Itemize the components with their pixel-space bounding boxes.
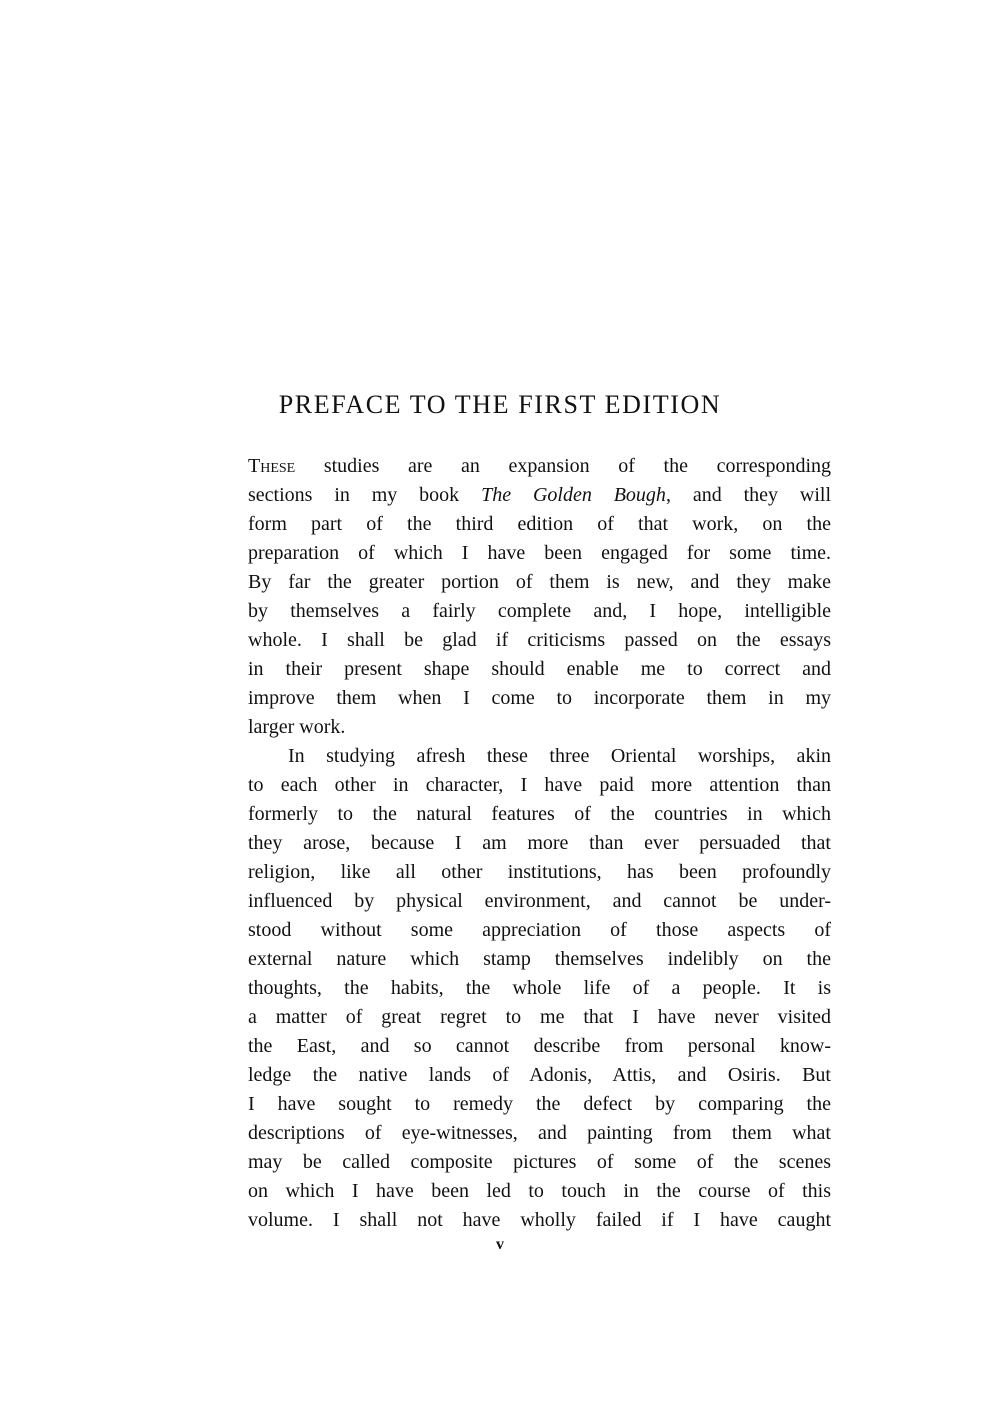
- text-line: ledge the native lands of Adonis, Attis, and Osiris. But: [248, 1064, 831, 1086]
- text-line: improve them when I come to incorporate them in my: [248, 687, 831, 709]
- text-line: form part of the third edition of that work, on the: [248, 513, 831, 535]
- text-line: whole. I shall be glad if criticisms passed on the essays: [248, 629, 831, 651]
- text-line: By far the greater portion of them is new, and they make: [248, 571, 831, 593]
- text-line: external nature which stamp themselves indelibly on the: [248, 948, 831, 970]
- text-line: stood without some appreciation of those aspects of: [248, 919, 831, 941]
- text-line: by themselves a fairly complete and, I hope, intelligible: [248, 600, 831, 622]
- text-line: [248, 452, 831, 481]
- paragraph-1: [248, 452, 831, 742]
- text-line: may be called composite pictures of some of the scenes: [248, 1151, 831, 1173]
- text-line: on which I have been led to touch in the course of this: [248, 1180, 831, 1202]
- text-line: In studying afresh these three Oriental worships, akin: [288, 745, 831, 767]
- page-heading: PREFACE TO THE FIRST EDITION: [278, 390, 722, 419]
- text-line: religion, like all other institutions, has been profoundly: [248, 861, 831, 883]
- body-text: [248, 452, 831, 1235]
- text-line: preparation of which I have been engaged for some time.: [248, 542, 831, 564]
- text-line: influenced by physical environment, and cannot be under-: [248, 890, 831, 912]
- page-number: v: [496, 1236, 504, 1253]
- book-title: The Golden Bough: [481, 484, 666, 506]
- text-line: thoughts, the habits, the whole life of a people. It is: [248, 977, 831, 999]
- text-line: larger work.: [248, 716, 346, 738]
- line-text: studies are an expansion of the corresponding: [295, 455, 831, 477]
- text-line: they arose, because I am more than ever persuaded that: [248, 832, 831, 854]
- text-line: to each other in character, I have paid more attention than: [248, 774, 831, 796]
- text-line: volume. I shall not have wholly failed if I have caught: [248, 1209, 831, 1231]
- text-line: the East, and so cannot describe from personal know-: [248, 1035, 831, 1057]
- text-line: in their present shape should enable me to correct and: [248, 658, 831, 680]
- text-line: I have sought to remedy the defect by comparing the: [248, 1093, 831, 1115]
- text-line: descriptions of eye-witnesses, and painting from them what: [248, 1122, 831, 1144]
- lead-word: These: [248, 455, 296, 477]
- text-line: a matter of great regret to me that I have never visited: [248, 1006, 831, 1028]
- paragraph-2: [248, 742, 831, 1235]
- text-line: formerly to the natural features of the countries in which: [248, 803, 831, 825]
- text-line: sections in my book The Golden Bough, and they will: [248, 484, 832, 506]
